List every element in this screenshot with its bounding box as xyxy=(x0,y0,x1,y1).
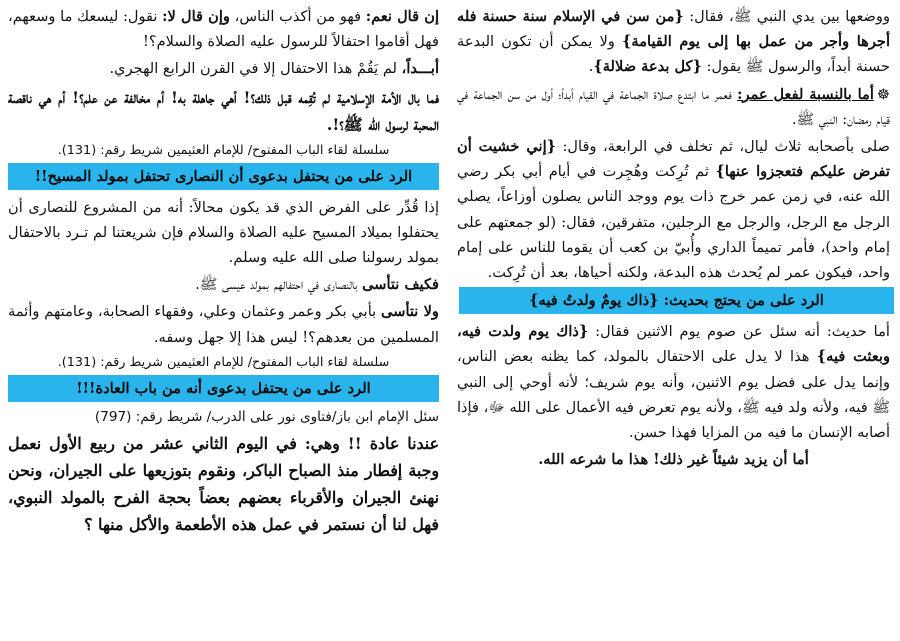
section-banner-monday: الرد على من يحتج بحديث: {ذاك يومٌ ولدتُ فيه} xyxy=(459,287,894,314)
text: فعمر ما ابتدع صلاة الجماعة في القيام أبداً؛ أول من سن الجماعة في قيام رمضان: النبي ﷺ. xyxy=(457,85,890,128)
paragraph-christians: إذا قُدِّر على الفرض الذي قد يكون محالاً: أنه من المشروع للنصارى أن يحتفلوا بميلاد المسيح عليه الصلاة والسلام فإن شريعتنا لم تـرد بالاحتفال بمولد رسولنا صلى الله عليه وسلم. xyxy=(8,198,439,267)
left-column xyxy=(6,4,447,641)
hadith-quote: {إني خشيت أن تفرض عليكم فتعجزوا عنها} xyxy=(457,138,890,181)
sun-icon: ☸ xyxy=(876,85,890,103)
paragraph-yes-no xyxy=(8,4,439,54)
paragraph-custom-question: عندنا عادة !! وهي: في اليوم الثاني عشر من ربيع الأول نعمل وجبة إفطار منذ الصباح الباكر، ونقوم بتوزيعها على الجيران، ونحن نهنئ الجيران والأقرباء بعضهم بعضاً بحجة الفرح بالمولد النبوي، فهل لنا أن نستمر في عمل هذه الأطعمة والأكل منها ؟ xyxy=(8,433,439,534)
text: صلى بأصحابه ثلاث ليال، ثم تخلف في الرابعة، وقال: xyxy=(556,138,891,156)
section-banner-christians: الرد على من يحتفل بدعوى أن النصارى تحتفل بمولد المسيح!! xyxy=(8,163,439,190)
paragraph-how-emulate xyxy=(8,272,439,297)
text: بالنصارى في احتفالهم بمولد عيسى ﷺ. xyxy=(195,276,363,294)
paragraph-question: فما بال الأمة الإسلامية لم تُقِمه قبل ذلك؟! أهي جاهلة به! أم مخالفة عن علم؟! أم هي ناقصة المحبة لرسول الله ﷺ؟!. xyxy=(8,87,439,134)
section-banner-custom: الرد على من يحتفل بدعوى أنه من باب العادة!!! xyxy=(8,375,439,402)
source-citation: سلسلة لقاء الباب المفتوح/ للإمام العثيمين شريط رقم: (131). xyxy=(57,142,390,158)
paragraph-taraweeh xyxy=(457,134,890,285)
text: . xyxy=(588,58,594,76)
text: لم يَقُمْ هذا الاحتفال إلا في القرن الرابع الهجري. xyxy=(109,60,402,78)
paragraph-monday xyxy=(457,319,890,445)
right-column xyxy=(447,4,894,641)
bold-lead: إن قال نعم: xyxy=(365,8,439,25)
subheading-omar: أما بالنسبة لفعل عمر: xyxy=(737,85,874,103)
text: فهو من أكذب الناس، xyxy=(229,8,366,25)
text: أما حديث: أنه سئل عن صوم يوم الاثنين فقال: xyxy=(588,323,890,341)
bold-lead: فكيف نتأسى xyxy=(362,276,439,294)
bold-lead: وإن قال لا: xyxy=(162,8,230,25)
hadith-quote: {من سن في الإسلام سنة حسنة فله أجرها وأجر من عمل بها إلى يوم القيامة} xyxy=(457,8,890,51)
paragraph-not-emulate xyxy=(8,299,439,349)
text: هذا لا يدل على الاحتفال بالمولد، كما يظنه بعض الناس، وإنما يدل على فضل يوم الاثنين، وأنه يوم شريف؛ لأنه أوحي إلى النبي ﷺ فيه، ولأنه ولد فيه ﷺ، ولأنه يوم تعرض فيه الأعمال على الله ﷻ، فإذا أصابه الإنسان ما فيه من المزايا فهذا حسن. xyxy=(457,348,890,442)
bold-lead: أبـــداً، xyxy=(401,60,439,78)
text: ولا يمكن أن تكون البدعة حسنة أبداً، والرسول ﷺ يقول: xyxy=(457,33,890,76)
hadith-quote: {كل بدعة ضلالة} xyxy=(593,58,702,76)
bold-lead: ولا نتأسى xyxy=(381,303,439,321)
text: بأبي بكر وعمر وعثمان وعلي، وفقهاء الصحابة، وعامتهم وأئمة المسلمين من بعدهم؟! ليس هذا إلا جهل وسفه. xyxy=(8,303,439,346)
text: ووضعها بين يدي النبي ﷺ، فقال: xyxy=(683,8,890,25)
paragraph-never xyxy=(8,56,439,81)
text: نقول: ليسعك ما وسعهم، فهل أقاموا احتفالاً للرسول عليه الصلاة والسلام؟! xyxy=(8,8,439,51)
hadith-quote: {ذاك يوم ولدت فيه، وبعثت فيه} xyxy=(457,323,890,366)
closing-line: أما أن يزيد شيئاً غير ذلك! هذا ما شرعه الله. xyxy=(538,451,809,469)
fatwa-source: سئل الإمام ابن باز/فتاوى نور على الدرب/ شريط رقم: (797) xyxy=(94,408,439,425)
paragraph-hadith-sunnah xyxy=(457,4,890,80)
paragraph-omar xyxy=(457,82,890,132)
source-citation: سلسلة لقاء الباب المفتوح/ للإمام العثيمين شريط رقم: (131). xyxy=(57,354,390,370)
text: ثم تُرِكت وهُجِرت في أيام أبي بكر رضي الله عنه، في زمن عمر خرج ذات يوم ووجد الناس يصلون أوزاعاً، يصلي الرجل مع الرجل، والرجل مع الرجلين، متفرقين، فقال: (لو جمعتهم على إمام واحد)، فأمر تميماً الداري وأُبيّ بن كعب أن يقوما للناس على إمام واحد، فيكون عمر لم يُحدث هذه البدعة، ولكنه أحياها، بعد أن تُرِكت. xyxy=(457,163,890,282)
